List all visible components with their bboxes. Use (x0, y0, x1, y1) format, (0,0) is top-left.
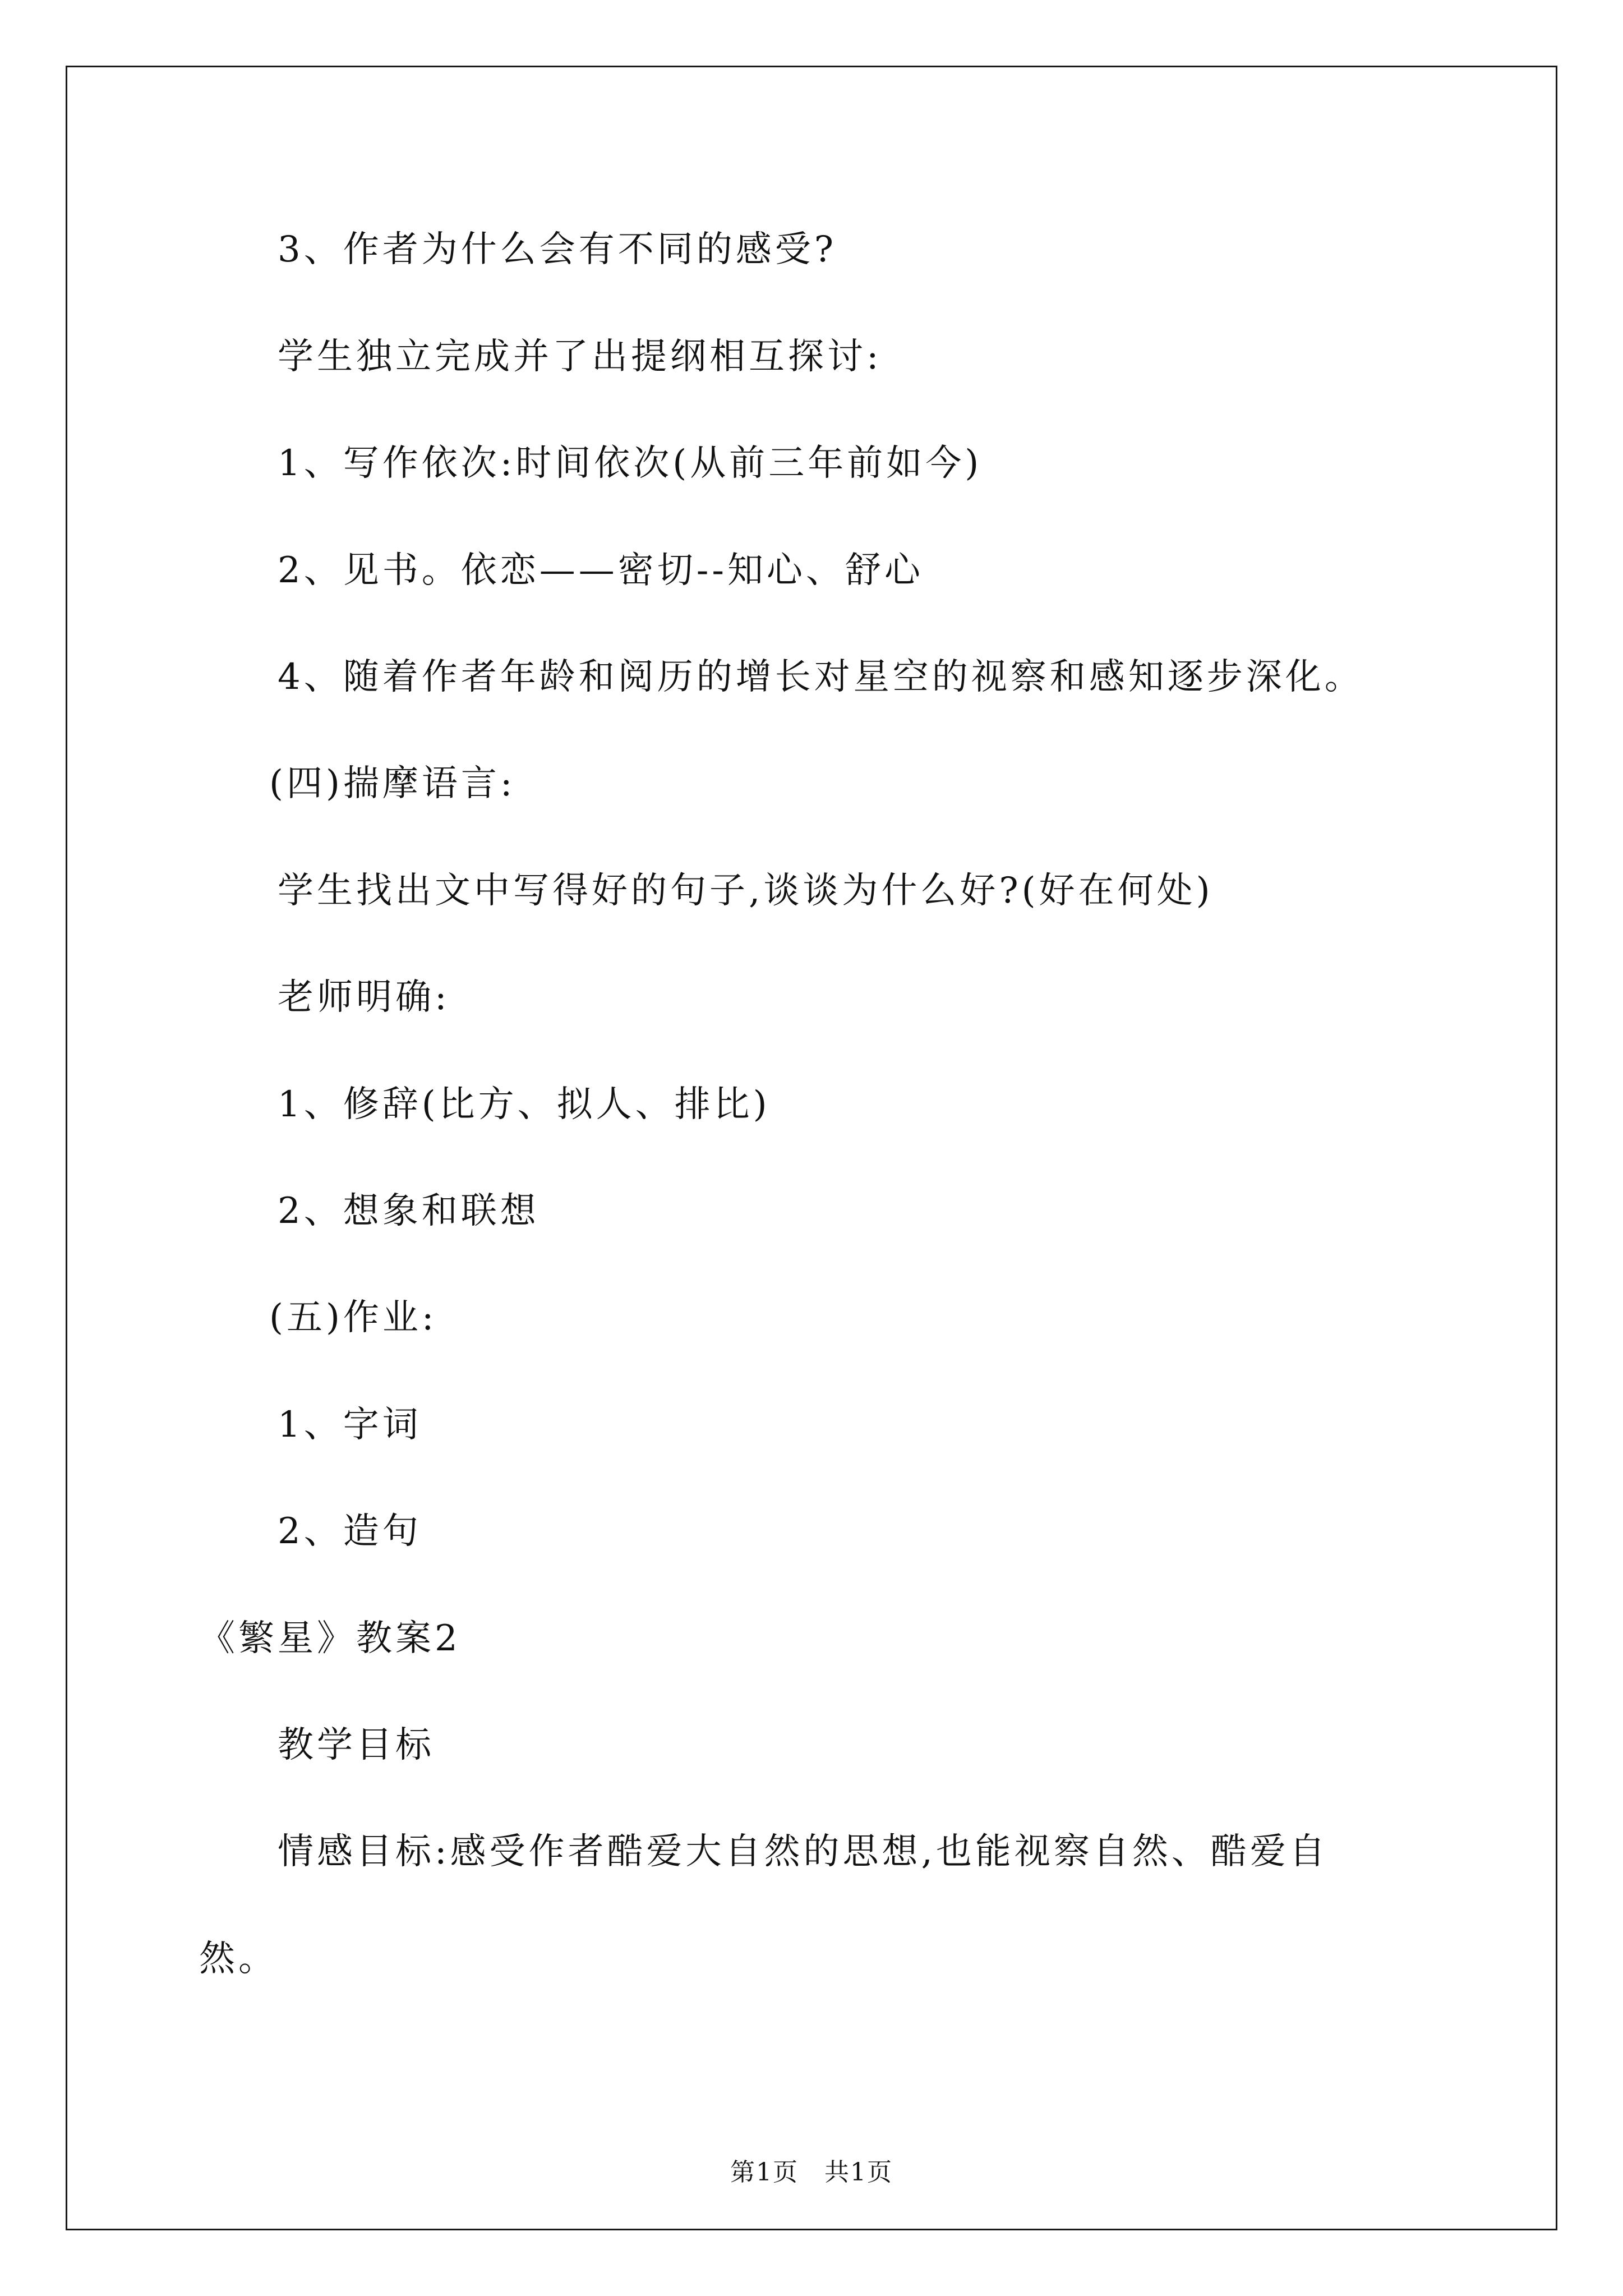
text-line: 1、修辞(比方、拟人、排比) (278, 1084, 771, 1125)
text-line: 学生找出文中写得好的句子,谈谈为什么好?(好在何处) (278, 870, 1214, 912)
text-line: 教学目标 (278, 1724, 435, 1766)
page-number-footer: 第1页 共1页 (730, 2158, 893, 2187)
text-line: 2、想象和联想 (278, 1190, 540, 1232)
text-line: 学生独立完成并了出提纲相互探讨: (278, 336, 882, 378)
page-border (66, 66, 1557, 2230)
document-title: 《繁星》教案2 (199, 1618, 461, 1659)
text-line: 3、作者为什么会有不同的感受? (278, 229, 837, 270)
text-line: 情感目标:感受作者酷爱大自然的思想,也能视察自然、酷爱自 (278, 1831, 1329, 1872)
text-line: 然。 (199, 1938, 278, 1980)
text-line: 老师明确: (278, 977, 450, 1018)
text-line: 4、随着作者年龄和阅历的增长对星空的视察和感知逐步深化。 (278, 656, 1364, 698)
text-line: 2、造句 (278, 1511, 422, 1552)
text-line: 1、字词 (278, 1404, 422, 1446)
text-line: 2、见书。依恋——密切--知心、舒心 (278, 550, 924, 591)
section-heading: (四)揣摩语言: (269, 763, 516, 804)
section-heading: (五)作业: (269, 1297, 437, 1338)
text-line: 1、写作依次:时间依次(从前三年前如今) (278, 443, 983, 484)
